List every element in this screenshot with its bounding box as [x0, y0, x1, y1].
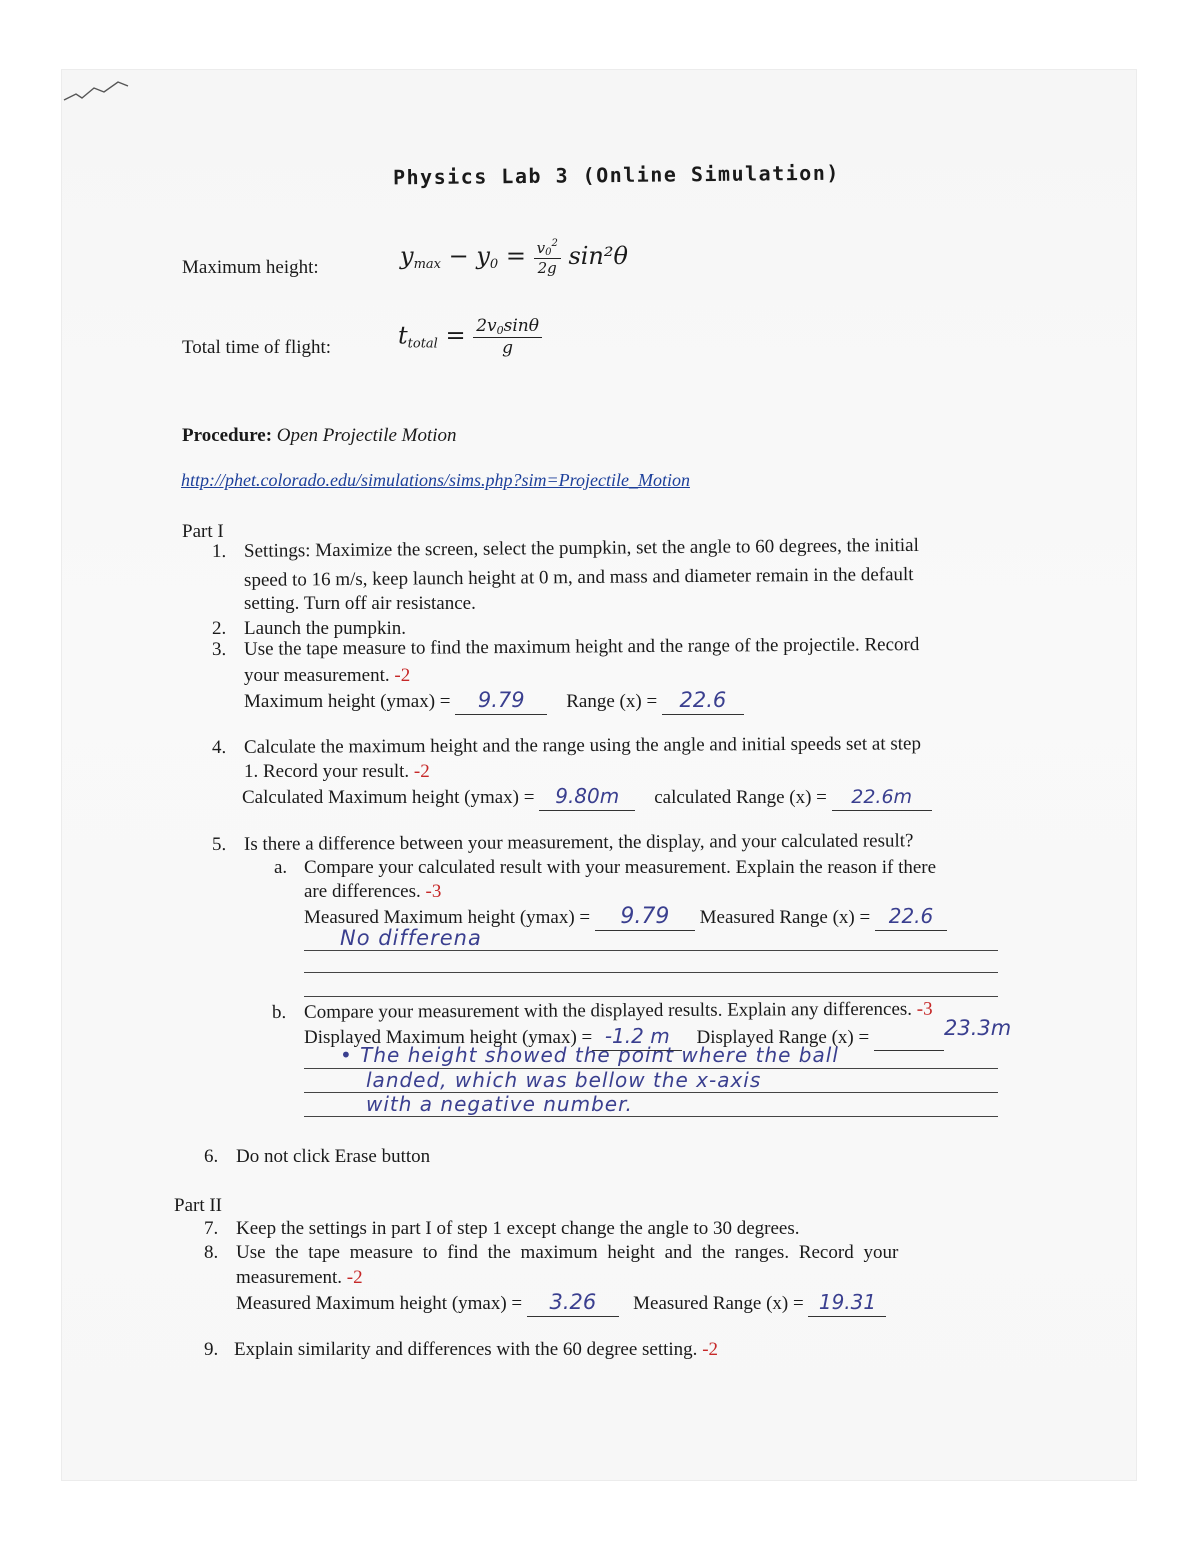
step-4-line-2 [244, 760, 430, 784]
step-8-line-2-text: measurement. [236, 1267, 343, 1288]
step-5-number: 5. [211, 833, 227, 856]
step-8-range-value[interactable]: 19.31 [818, 1290, 877, 1314]
step-4-deduction: -2 [413, 761, 430, 782]
step-1-line-3: setting. Turn off air resistance. [244, 593, 476, 614]
worksheet-page [62, 70, 1136, 1480]
step-2-text: Launch the pumpkin. [244, 618, 406, 639]
step-5b-max-label: Displayed Maximum height (ymax) = [304, 1027, 593, 1048]
step-8-line-1: Use the tape measure to find the maximum height and the ranges. Record your [236, 1242, 899, 1263]
step-1-line-2: speed to 16 m/s, keep launch height at 0 m, and mass and diameter remain in the default [243, 564, 914, 591]
answer-line [304, 972, 998, 973]
step-5a-max-value[interactable]: 9.79 [620, 904, 670, 929]
step-5a-range-label: Measured Range (x) = [699, 907, 871, 928]
step-5b-max-value[interactable]: -1.2 m [604, 1024, 670, 1048]
step-6 [204, 1145, 431, 1169]
step-2-number: 2. [212, 618, 227, 639]
step-5a-letter: a. [274, 857, 288, 878]
step-3-max-label: Maximum height (ymax) = [244, 691, 451, 712]
step-5b-letter: b. [271, 1001, 287, 1024]
step-9-deduction: -2 [702, 1339, 719, 1360]
step-3-answers [244, 688, 744, 715]
total-time-label: Total time of flight: [182, 337, 332, 358]
step-5a-deduction: -3 [425, 881, 442, 902]
step-5b-range-label: Displayed Range (x) = [696, 1027, 870, 1048]
step-4-number: 4. [211, 736, 227, 759]
step-3-line-2-text: your measurement. [244, 665, 390, 686]
step-5a-line-1: Compare your calculated result with your measurement. Explain the reason if there [304, 857, 937, 878]
step-4-max-value[interactable]: 9.80m [555, 784, 620, 808]
step-1-number: 1. [211, 540, 227, 563]
part-one-heading: Part I [182, 521, 224, 542]
max-height-label: Maximum height: [182, 257, 319, 278]
step-8-max-label: Measured Maximum height (ymax) = [236, 1293, 523, 1314]
step-1-line-1: Settings: Maximize the screen, select the pumpkin, set the angle to 60 degrees, the initial [243, 534, 919, 562]
step-5b-range-value[interactable]: 23.3m [944, 1016, 1012, 1040]
step-7 [204, 1217, 800, 1241]
step-9-text: Explain similarity and differences with the 60 degree setting. [234, 1339, 698, 1360]
step-8-range-label: Measured Range (x) = [633, 1293, 804, 1314]
step-3-max-value[interactable]: 9.79 [477, 688, 525, 712]
step-4-range-label: calculated Range (x) = [654, 787, 827, 808]
simulation-link[interactable]: http://phet.colorado.edu/simulations/sims.php?sim=Projectile_Motion [181, 470, 690, 490]
step-5-text: Is there a difference between your measurement, the display, and your calculated result? [243, 830, 914, 855]
step-4-answers [242, 784, 932, 811]
step-8-max-value[interactable]: 3.26 [549, 1290, 597, 1314]
step-3-line-1: Use the tape measure to find the maximum height and the range of the projectile. Record [243, 634, 920, 660]
step-3-range-value[interactable]: 22.6 [679, 688, 727, 712]
step-5a [274, 856, 937, 880]
step-5b-explanation-line-2[interactable]: landed, which was bellow the x-axis [366, 1068, 762, 1092]
step-8-answers [236, 1290, 886, 1317]
step-7-number: 7. [204, 1218, 219, 1239]
step-5b-line-1 [304, 998, 933, 1025]
procedure-line [182, 424, 457, 448]
step-5 [211, 830, 914, 857]
step-3-range-label: Range (x) = [566, 691, 658, 712]
step-3-line-2 [244, 664, 410, 688]
step-8 [204, 1241, 899, 1265]
step-5a-range-value[interactable]: 22.6 [888, 904, 934, 928]
answer-line [304, 1116, 998, 1117]
step-5b-explanation-line-1[interactable]: • The height showed the point where the ball [340, 1043, 839, 1067]
step-9 [204, 1338, 719, 1362]
step-5b-deduction: -3 [916, 998, 933, 1020]
step-8-deduction: -2 [346, 1267, 363, 1288]
page-title: Physics Lab 3 (Online Simulation) [392, 160, 840, 190]
step-4-line-2-text: 1. Record your result. [244, 761, 410, 782]
step-8-number: 8. [204, 1242, 219, 1263]
step-4-range-value[interactable]: 22.6m [851, 786, 913, 808]
step-9-line [234, 1338, 718, 1362]
step-3 [211, 634, 920, 662]
step-5b [271, 998, 933, 1025]
step-4-max-label: Calculated Maximum height (ymax) = [242, 787, 535, 808]
part-two-heading: Part II [174, 1195, 223, 1216]
step-3-number: 3. [211, 638, 227, 661]
total-time-formula: $t_{total}$ = $\frac{2v0\sin\theta}{g}$ [398, 316, 542, 358]
step-9-number: 9. [204, 1339, 219, 1360]
step-6-number: 6. [204, 1146, 219, 1167]
step-4-line-1: Calculate the maximum height and the range using the angle and initial speeds set at step [243, 733, 921, 758]
step-5b-explanation-line-3[interactable]: with a negative number. [366, 1092, 633, 1116]
step-5a-explanation[interactable]: No differena [340, 926, 482, 950]
step-5a-line-2 [304, 880, 441, 904]
step-7-text: Keep the settings in part I of step 1 except change the angle to 30 degrees. [236, 1218, 800, 1239]
procedure-label: Procedure: [182, 425, 273, 446]
corner-scribble [62, 72, 142, 112]
procedure-text: Open Projectile Motion [276, 425, 457, 446]
step-5a-line-2-text: are differences. [304, 881, 421, 902]
step-1 [211, 534, 919, 564]
step-3-deduction: -2 [394, 665, 411, 686]
step-8-line-2 [236, 1266, 363, 1290]
step-5b-line-1-text: Compare your measurement with the displayed results. Explain any differences. [303, 998, 913, 1023]
step-4 [211, 733, 921, 760]
answer-line [304, 950, 998, 951]
max-height-formula: $y_{max} - y_0$ = $\frac{v0^2}{2g}$ sin²θ [400, 238, 628, 277]
step-6-text: Do not click Erase button [236, 1146, 431, 1167]
step-5a-max-label: Measured Maximum height (ymax) = [304, 907, 591, 928]
